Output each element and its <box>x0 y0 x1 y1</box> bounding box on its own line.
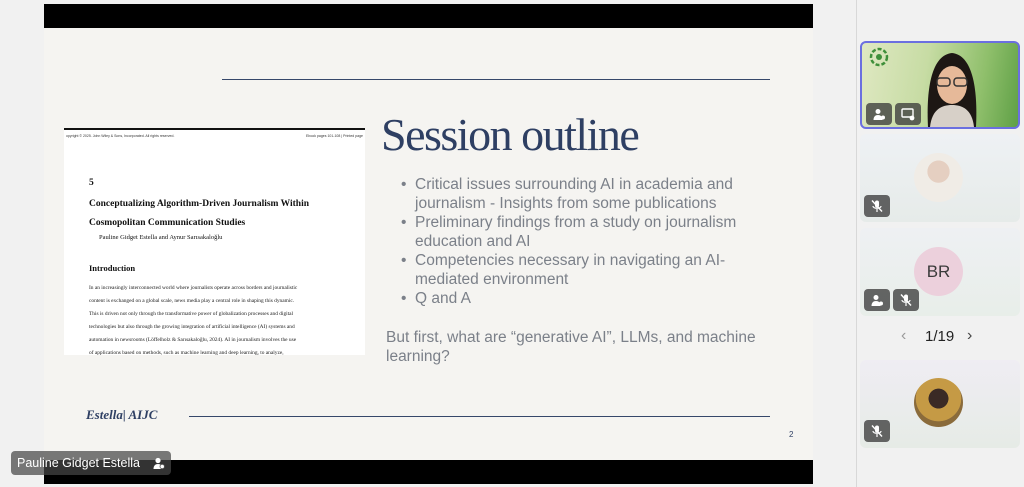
pager-label: 1/19 <box>925 328 955 345</box>
letterbox-top <box>44 4 813 28</box>
slide-top-rule <box>222 79 770 80</box>
muted-mic-icon[interactable] <box>893 289 919 311</box>
screen-share-icon[interactable] <box>895 103 921 125</box>
book-body-line: In an increasingly interconnected world where journalists operate across borders and journalistic <box>89 285 298 291</box>
slide-bottom-rule <box>189 416 770 417</box>
slide-bullet: • Critical issues surrounding AI in academia and journalism - Insights from some publications <box>398 175 738 213</box>
book-body-text <box>89 282 357 355</box>
book-ebook-pages: Ebook pages 101-108 | Printed page <box>306 134 363 138</box>
slide-page-number: 2 <box>789 430 794 439</box>
book-body-line: content is exchanged on a global scale, news media play a central role in shaping this dynamic. <box>89 298 295 304</box>
book-body-line: of applications based on methods, such as machine learning and deep learning, to analyze, <box>89 350 284 355</box>
participant-pager <box>895 325 985 349</box>
slide-bullet: • Q and A <box>398 289 738 308</box>
participant-tile[interactable] <box>860 134 1020 222</box>
muted-mic-icon[interactable] <box>864 195 890 217</box>
book-section-heading: Introduction <box>89 263 136 273</box>
presentation-slide <box>44 28 813 460</box>
muted-mic-icon[interactable] <box>864 420 890 442</box>
presenter-name-tag <box>11 451 171 475</box>
sidebar-divider <box>856 0 857 487</box>
book-page-image <box>64 128 365 355</box>
book-body-line: automation in newsrooms (Löffelholz & Sarısakaloğlu, 2024). AI in journalism involves the use <box>89 337 297 343</box>
slide-title: Session outline <box>381 109 639 160</box>
chevron-left-icon[interactable]: ‹ <box>901 327 907 344</box>
book-chapter-title: Conceptualizing Algorithm-Driven Journalism Within Cosmopolitan Communication Studies <box>89 199 310 228</box>
participant-tile[interactable] <box>860 360 1020 448</box>
book-body-line: technologies but also through the growing integration of artificial intelligence (AI) systems and <box>89 324 295 330</box>
participant-avatar <box>914 378 963 427</box>
speaking-indicator-icon <box>151 456 165 470</box>
participant-tile-active-speaker[interactable] <box>860 41 1020 129</box>
presenter-name: Pauline Gidget Estella <box>17 456 140 470</box>
slide-bullet-list <box>398 175 738 308</box>
slide-question: But first, what are “generative AI”, LLMs, and machine learning? <box>386 329 756 365</box>
participant-speaking-icon[interactable] <box>866 103 892 125</box>
slide-bullet: • Competencies necessary in navigating an AI-mediated environment <box>398 251 738 289</box>
participant-initials: BR <box>926 262 951 281</box>
participant-speaking-icon[interactable] <box>864 289 890 311</box>
participant-avatar <box>914 247 963 296</box>
book-authors: Pauline Gidget Estella and Aynur Sarısakaloğlu <box>99 234 223 241</box>
book-header-bar <box>64 128 365 130</box>
slide-brand: Estella| AIJC <box>86 407 158 422</box>
participant-tile[interactable] <box>860 228 1020 316</box>
book-body-line: This is driven not only through the transformative power of globalization processes and digital <box>89 311 294 317</box>
chevron-right-icon[interactable]: › <box>967 327 973 344</box>
participant-avatar <box>914 153 963 202</box>
institution-logo-icon <box>868 46 890 68</box>
participant-video-person <box>914 47 990 127</box>
slide-bullet: • Preliminary findings from a study on journalism education and AI <box>398 213 738 251</box>
book-copyright: opyright © 2025. John Wiley & Sons, Incorporated. All rights reserved. <box>66 134 175 138</box>
book-chapter-number: 5 <box>89 178 94 188</box>
